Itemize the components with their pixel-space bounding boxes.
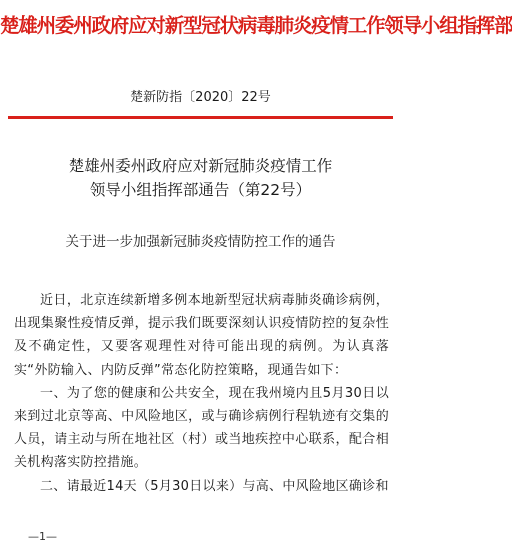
notice-title-line-2: 领导小组指挥部通告（第22号） [89, 181, 312, 199]
paragraph-item-2: 二、请最近14天（5月30日以来）与高、中风险地区确诊和 [40, 478, 389, 494]
notice-body [14, 289, 389, 498]
paragraph-intro: 近日，北京连续新增多例本地新型冠状病毒肺炎确诊病例，出现集聚性疫情反弹，提示我们既要深刻认识疫情防控的复杂性及不确定性，又要客观理性对待可能出现的病例。为认真落实“外防输入、内防反弹”常态化防控策略，现通告如下： [14, 293, 389, 378]
red-header-title: 楚雄州委州政府应对新型冠状病毒肺炎疫情工作领导小组指挥部 [0, 14, 512, 37]
document-number: 楚新防指〔2020〕22号 [130, 90, 271, 105]
page-number: —1— [28, 530, 57, 543]
notice-title-line-1: 楚雄州委州政府应对新冠肺炎疫情工作 [68, 157, 333, 175]
notice-title [0, 154, 401, 202]
notice-subject: 关于进一步加强新冠肺炎疫情防控工作的通告 [65, 234, 336, 250]
red-divider-line [8, 116, 393, 119]
paragraph-item-1: 一、为了您的健康和公共安全，现在我州境内且5月30日以来到过北京等高、中风险地区，或与确诊病例行程轨迹有交集的人员，请主动与所在地社区（村）或当地疾控中心联系，配合相关机构落实防控措施。 [14, 385, 389, 471]
